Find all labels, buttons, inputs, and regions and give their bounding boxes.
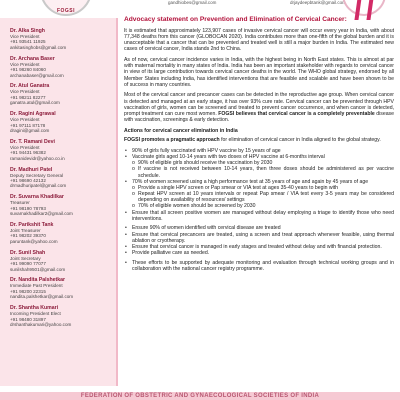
member-email[interactable]: drmadhuripatel@gmail.com	[10, 183, 67, 189]
target-item	[124, 166, 394, 178]
office-bearer	[10, 250, 110, 272]
statement-title: Advocacy statement on Prevention and Elimination of Cervical Cancer:	[124, 16, 347, 23]
header-email-right[interactable]: drjaydeepbtank@gmail.com	[290, 0, 346, 5]
member-role: Immediate Past President	[10, 283, 63, 289]
member-phone: +91 97111 87178	[10, 122, 46, 128]
member-role: Deputy Secretary General	[10, 172, 64, 178]
office-bearer	[10, 28, 110, 50]
paragraph-prevention-end: disease with vaccination, screenings & early detection.	[124, 110, 394, 124]
office-bearer	[10, 194, 110, 216]
member-phone: +91 98190 78793	[10, 205, 46, 211]
member-name: Dr. Nandita Palshetkar	[10, 277, 66, 284]
treatment-item: • Ensure 90% of women identified with cervical disease are treated	[124, 225, 394, 231]
treatment-item: • Ensure that cervical precancers are treated, using a screen and treat approach whenever feasible, using thermal ablation or cryotherapy.	[124, 232, 394, 244]
bullet-marker: o	[132, 191, 135, 198]
member-role: Treasurer	[10, 200, 30, 206]
target-item-text: 90% of eligible girls should receive the vaccination by 2030	[138, 160, 273, 167]
member-role: Vice President	[10, 117, 40, 123]
office-bearer	[10, 139, 110, 161]
member-phone: +91 93541 11925	[10, 39, 46, 45]
member-email[interactable]: ankitasinghobs@gmail.com	[10, 44, 67, 50]
target-item-text: 70% of eligible women should be screened by 2030	[138, 203, 256, 210]
member-role: Joint Treasurer	[10, 228, 41, 234]
monitoring-item: • These efforts to be supported by adequate monitoring and evaluation through technical working groups and in collaboration with the national cancer registry programme.	[124, 260, 394, 272]
member-name: Dr. Archana Baser	[10, 55, 55, 62]
fogsi-logo	[40, 0, 92, 16]
member-name: Dr. Madhuri Patel	[10, 166, 53, 173]
target-item-text: Provide a single HPV screen or Pap smear or VIA test at ages 35-40 years to begin with	[138, 184, 339, 191]
office-bearer	[10, 111, 110, 133]
fogsi-logo-text: FOGSI	[56, 8, 76, 14]
office-bearer	[10, 305, 110, 327]
member-phone: +91 99090 77077	[10, 261, 46, 267]
office-bearer	[10, 83, 110, 105]
target-item-text: Vaccinate girls aged 10-14 years with two doses of HPV vaccine at 6-months interval	[132, 154, 325, 161]
member-name: Dr. Parikshit Tank	[10, 222, 54, 229]
member-phone: +91 98200 22315	[10, 288, 46, 294]
member-role: Vice President	[10, 89, 40, 95]
target-item-text: Repeat HPV screen at 10 years intervals or repeat Pap smear / VIA test every 3-5 years may be considered depending on availability of resources/ settings	[138, 191, 394, 204]
target-item	[124, 210, 394, 222]
member-email[interactable]: archanabaser@gmail.com	[10, 72, 64, 78]
treatment-item: • Ensure that cervical cancer is managed in early stages and treated without delay and with financial protection.	[124, 244, 394, 250]
paragraph-prevention-text: Most of the cervical cancer and precancer cases can be detected in the reproductive age group. When cervical cancer is detected and managed at an early stage, it has over 93% cure rate. Cervical cancer can be prevented through HPV vaccination of girls, women can be screened and treated to prevent cancer occurrence, and when cancer is detected, prompt treatment can cure most women.	[124, 92, 394, 117]
fogsi-approach-bold: FOGSI promotes a pragmatic approach	[124, 137, 220, 144]
member-email[interactable]: ramanidevidr@yahoo.co.in	[10, 155, 65, 161]
office-bearer	[10, 222, 110, 244]
office-bearers-sidebar	[0, 18, 118, 386]
header-email-left[interactable]: gandhiobes@gmail.com	[168, 0, 217, 5]
statement-body	[124, 16, 394, 390]
member-name: Dr. Shantha Kumari	[10, 305, 59, 312]
target-item	[124, 191, 394, 203]
target-item-text: 90% of girls fully vaccinated with HPV vaccine by 15 years of age	[132, 148, 281, 154]
bullet-marker: •	[125, 148, 127, 154]
fogsi-approach-text: for elimination of cervical cancer in India aligned to the global strategy.	[219, 137, 381, 144]
member-email[interactable]: drshanthakumari@yahoo.com	[10, 322, 72, 327]
fogsi-belief-statement: FOGSI believes that cervical cancer is a completely preventable	[218, 110, 375, 117]
member-name: Dr. Sunil Shah	[10, 249, 46, 256]
bullet-marker: o	[132, 166, 135, 173]
member-phone: +91 98480 31897	[10, 316, 46, 322]
treatment-targets	[124, 225, 394, 256]
member-email[interactable]: ganatra.atul@gmail.com	[10, 100, 60, 106]
office-bearers-list	[10, 28, 110, 333]
member-name: Dr. Alka Singh	[10, 28, 45, 34]
member-name: Dr. Atul Ganatra	[10, 83, 50, 90]
office-bearer	[10, 56, 110, 78]
bullet-marker: •	[125, 209, 127, 216]
member-email[interactable]: paruntank@yahoo.com	[10, 238, 58, 244]
treatment-item: • Provide palliative care as needed.	[124, 250, 394, 256]
actions-heading: Actions for cervical cancer elimination in India	[124, 127, 238, 134]
member-role: Vice President	[10, 61, 40, 67]
member-phone: +91 98260 84060	[10, 67, 46, 73]
bullet-marker: o	[132, 184, 135, 191]
paragraph-approach	[124, 137, 394, 143]
member-email[interactable]: nandita.palshetkar@gmail.com	[10, 294, 74, 300]
paragraph-prevention	[124, 92, 394, 123]
monitoring-list	[124, 260, 394, 272]
member-phone: +91 94431 96382	[10, 150, 46, 156]
member-phone: +91 98211 82277	[10, 94, 46, 100]
paragraph-incidence: As of now, cervical cancer incidence varies in India, with the highest being in North East states. This is almost at par with maternal mortality in many states of India. India has been an important stakeholder with regards to cervical cancer in view of its large contribution towards cervical cancer deaths in the world. The WHO global strategy, endorsed by all Member States including India, has identified interventions that are feasible and scalable and have been shown to be of success in many countries.	[124, 57, 394, 88]
member-role: Vice President	[10, 34, 40, 39]
target-item-text: 70% of women screened using a high performance test at 35 years of age and again by 45 years of age	[132, 178, 369, 185]
bullet-marker: •	[125, 178, 127, 185]
target-item-text: Ensure that all screen positive women are managed without delay employing a triage to identify those who need interventions.	[132, 209, 394, 222]
bullet-marker: o	[132, 203, 135, 210]
footer-band	[0, 392, 400, 400]
target-item-text: If vaccine is not received between 10-14 years, then three doses should be administered as per vaccine schedule.	[138, 166, 394, 179]
member-phone: +91 98690 42132	[10, 178, 46, 183]
bullet-marker: •	[125, 154, 127, 161]
member-phone: +91 98202 39370	[10, 233, 46, 239]
member-role: Joint Secretary	[10, 255, 41, 261]
member-name: Dr. T. Ramani Devi	[10, 138, 55, 145]
member-role: Incoming President Elect	[10, 311, 61, 317]
member-email[interactable]: suvarnakhadilkar2@gmail.com	[10, 211, 73, 217]
member-role: Vice President	[10, 144, 40, 150]
footer-organisation-name: FEDERATION OF OBSTETRIC AND GYNAECOLOGICAL SOCIETIES OF INDIA	[80, 393, 320, 399]
member-name: Dr. Suvarna Khadilkar	[10, 194, 64, 201]
vaccination-screening-targets	[124, 148, 394, 222]
office-bearer	[10, 277, 110, 299]
bullet-marker: o	[132, 160, 135, 167]
member-email[interactable]: dragini@gmail.com	[10, 127, 50, 133]
member-email[interactable]: sunilshah9501@gmail.com	[10, 266, 66, 272]
office-bearer	[10, 167, 110, 189]
paragraph-burden: It is estimated that approximately 123,907 cases of invasive cervical cancer will occur every year in India, with about 77,348 deaths from this cancer (GLOBOCAN 2020). India contributes more than one-fifth of the global burden and it is unacceptable that a cancer that can be prevented and treated well is still a major burden in India. The estimated new cases of cervical cancer, India stands 2nd to China.	[124, 28, 394, 53]
member-name: Dr. Ragini Agrawal	[10, 111, 56, 118]
sidebar-divider	[116, 18, 118, 386]
